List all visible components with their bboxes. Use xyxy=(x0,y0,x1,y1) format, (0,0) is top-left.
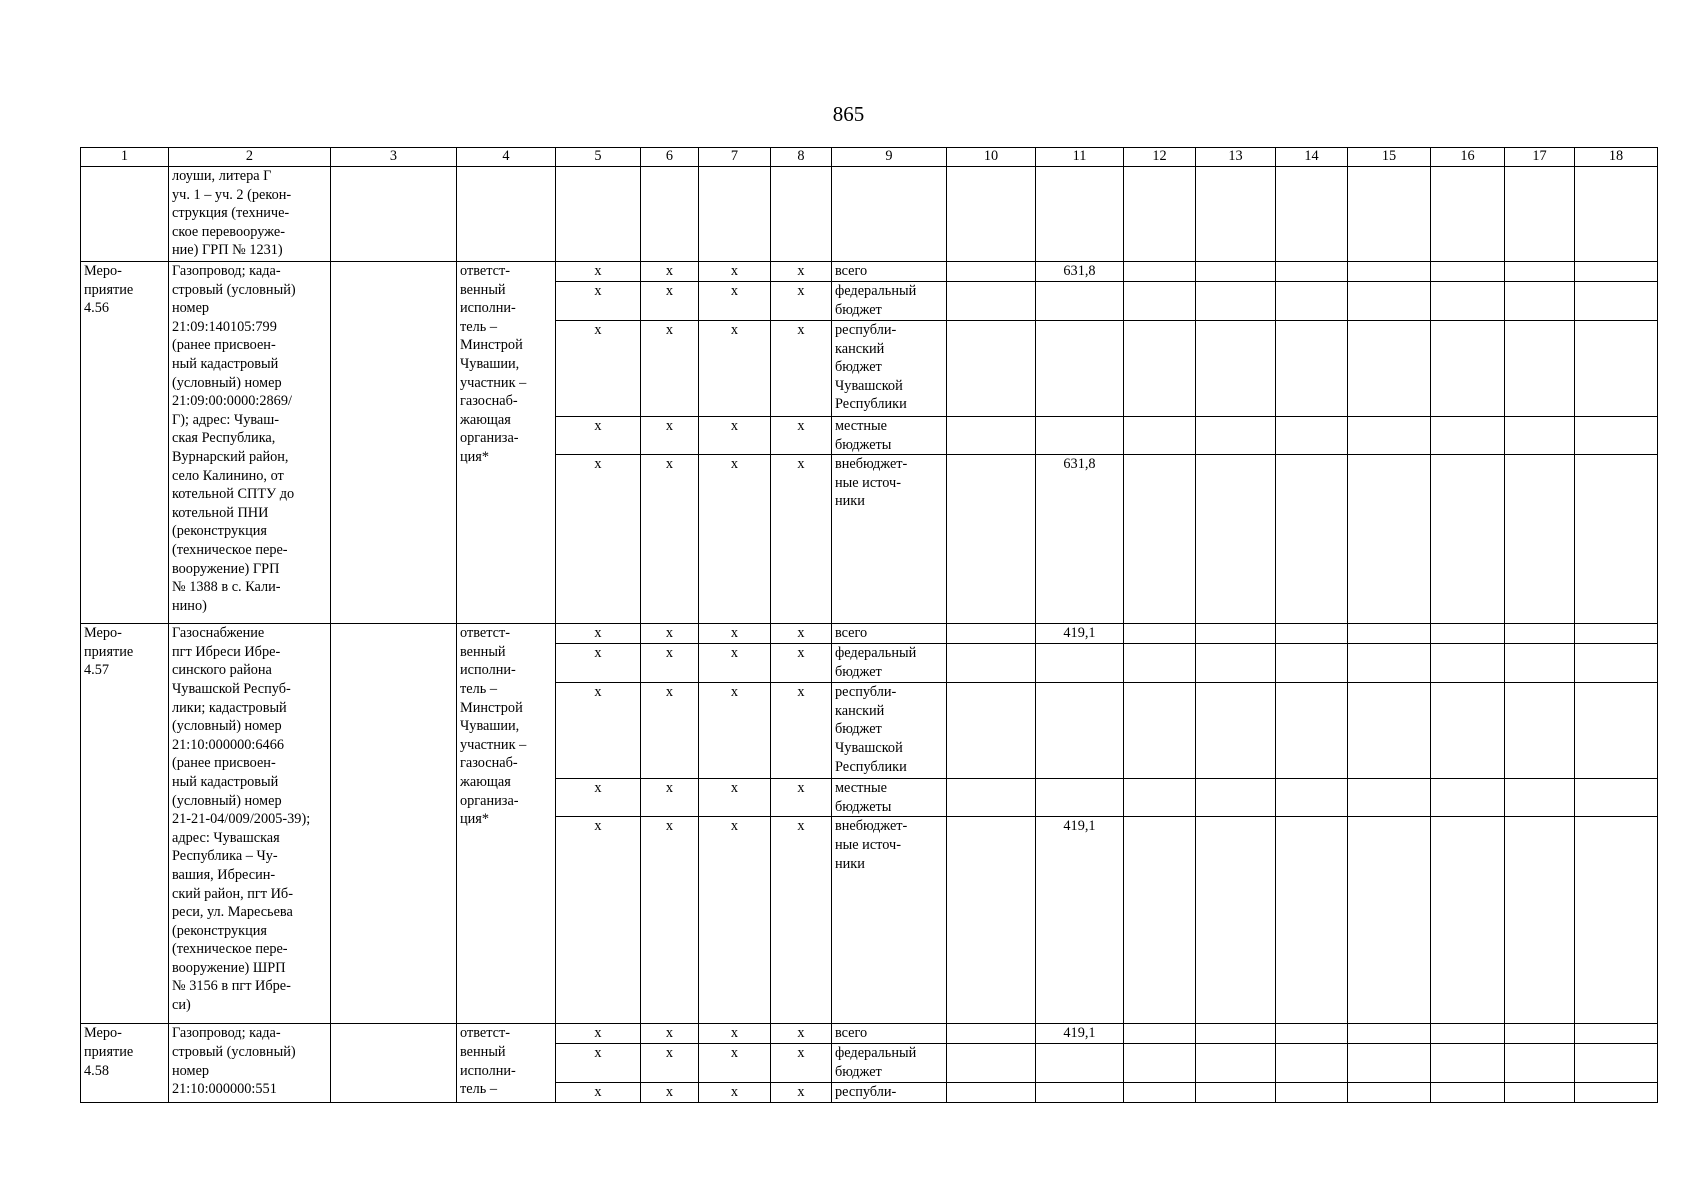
empty-cell xyxy=(1575,644,1658,683)
marker-cell: х xyxy=(699,779,771,817)
empty-cell xyxy=(1505,1024,1575,1044)
empty-cell xyxy=(1575,624,1658,644)
amount-cell: 631,8 xyxy=(1036,455,1124,624)
marker-cell: х xyxy=(771,1083,832,1103)
column-header-11: 11 xyxy=(1036,148,1124,167)
funding-source: республи- канский бюджет Чувашской Республики xyxy=(832,683,947,779)
empty-cell xyxy=(1575,1024,1658,1044)
marker-cell: х xyxy=(771,624,832,644)
empty-cell xyxy=(1505,262,1575,282)
marker-cell: х xyxy=(699,417,771,455)
empty-cell xyxy=(1196,321,1276,417)
empty-cell xyxy=(947,167,1036,262)
marker-cell: х xyxy=(641,624,699,644)
marker-cell: х xyxy=(556,417,641,455)
empty-cell xyxy=(1575,1083,1658,1103)
empty-cell xyxy=(1431,683,1505,779)
marker-cell: х xyxy=(699,817,771,1024)
empty-cell xyxy=(1196,1024,1276,1044)
amount-cell xyxy=(1036,282,1124,321)
empty-cell xyxy=(947,1083,1036,1103)
empty-cell xyxy=(1348,417,1431,455)
marker-cell: х xyxy=(699,624,771,644)
empty-cell xyxy=(1575,455,1658,624)
empty-cell xyxy=(1276,817,1348,1024)
empty-cell xyxy=(1276,779,1348,817)
empty-cell xyxy=(1036,167,1124,262)
empty-cell xyxy=(1276,1083,1348,1103)
marker-cell: х xyxy=(699,262,771,282)
marker-cell: х xyxy=(556,683,641,779)
funding-source: внебюджет- ные источ- ники xyxy=(832,455,947,624)
header-row xyxy=(81,148,1658,167)
empty-cell xyxy=(947,262,1036,282)
empty-cell xyxy=(1196,817,1276,1024)
event-col3-empty xyxy=(331,262,457,624)
empty-cell xyxy=(1505,321,1575,417)
marker-cell: х xyxy=(699,683,771,779)
marker-cell: х xyxy=(699,455,771,624)
empty-cell xyxy=(1276,321,1348,417)
empty-cell xyxy=(1276,1024,1348,1044)
event-col3-empty xyxy=(331,624,457,1024)
empty-cell xyxy=(1575,779,1658,817)
column-header-7: 7 xyxy=(699,148,771,167)
event-description: Газопровод; када- стровый (условный) номер 21:09:140105:799 (ранее присвоен- ный кадастровый (условный) номер 21:09:00:0000:2869/ Г); адрес: Чуваш- ская Республика, Вурнарский район, село Калинино, от котельной СПТУ до котельной ПНИ (реконструкция (техническое пере- вооружение) ГРП № 1388 в с. Кали- нино) xyxy=(169,262,331,624)
amount-cell: 419,1 xyxy=(1036,817,1124,1024)
empty-cell xyxy=(1505,644,1575,683)
column-header-3: 3 xyxy=(331,148,457,167)
empty-cell xyxy=(1124,644,1196,683)
marker-cell: х xyxy=(699,1024,771,1044)
column-header-14: 14 xyxy=(1276,148,1348,167)
marker-cell: х xyxy=(641,455,699,624)
empty-cell xyxy=(947,683,1036,779)
empty-cell xyxy=(641,167,699,262)
empty-cell xyxy=(1431,455,1505,624)
marker-cell: х xyxy=(771,683,832,779)
empty-cell xyxy=(1505,1083,1575,1103)
amount-cell xyxy=(1036,417,1124,455)
empty-cell xyxy=(1196,282,1276,321)
marker-cell: х xyxy=(556,1083,641,1103)
marker-cell: х xyxy=(556,817,641,1024)
funding-source: федеральный бюджет xyxy=(832,644,947,683)
empty-cell xyxy=(1196,644,1276,683)
column-header-16: 16 xyxy=(1431,148,1505,167)
empty-cell xyxy=(1505,1044,1575,1083)
empty-cell xyxy=(1431,779,1505,817)
empty-cell xyxy=(1276,455,1348,624)
empty-cell xyxy=(1575,321,1658,417)
empty-cell xyxy=(1196,455,1276,624)
empty-cell xyxy=(1124,1044,1196,1083)
empty-cell xyxy=(1348,321,1431,417)
empty-cell xyxy=(1124,1083,1196,1103)
empty-cell xyxy=(1431,817,1505,1024)
event-id-cell xyxy=(81,167,169,262)
description-cell: лоуши, литера Г уч. 1 – уч. 2 (рекон- струкция (техниче- ское перевооруже- ние) ГРП № 1231) xyxy=(169,167,331,262)
event-description: Газоснабжение пгт Ибреси Ибре- синского района Чувашской Респуб- лики; кадастровый (условный) номер 21:10:000000:6466 (ранее присвоен- ный кадастровый (условный) номер 21-21-04/009/2005-39); адрес: Чувашская Республика – Чу- вашия, Ибресин- ский район, пгт Иб- реси, ул. Маресьева (реконструкция (техническое пере- вооружение) ШРП № 3156 в пгт Ибре- си) xyxy=(169,624,331,1024)
marker-cell: х xyxy=(641,282,699,321)
marker-cell: х xyxy=(771,455,832,624)
empty-cell xyxy=(1124,282,1196,321)
funding-source: всего xyxy=(832,624,947,644)
empty-cell xyxy=(1505,282,1575,321)
empty-cell xyxy=(1276,417,1348,455)
empty-cell xyxy=(1276,282,1348,321)
empty-cell xyxy=(1431,624,1505,644)
empty-cell xyxy=(1276,644,1348,683)
empty-cell xyxy=(1575,167,1658,262)
empty-cell xyxy=(1505,167,1575,262)
empty-cell xyxy=(1124,1024,1196,1044)
empty-cell xyxy=(947,779,1036,817)
empty-cell xyxy=(1575,262,1658,282)
empty-cell xyxy=(1196,167,1276,262)
empty-cell xyxy=(331,167,457,262)
empty-cell xyxy=(1431,1024,1505,1044)
column-header-9: 9 xyxy=(832,148,947,167)
column-header-1: 1 xyxy=(81,148,169,167)
marker-cell: х xyxy=(641,262,699,282)
empty-cell xyxy=(1348,1024,1431,1044)
empty-cell xyxy=(1431,167,1505,262)
marker-cell: х xyxy=(641,1083,699,1103)
funding-source: всего xyxy=(832,1024,947,1044)
amount-cell xyxy=(1036,1044,1124,1083)
empty-cell xyxy=(1276,167,1348,262)
empty-cell xyxy=(1431,321,1505,417)
page-number: 865 xyxy=(832,102,865,126)
empty-cell xyxy=(1196,1044,1276,1083)
empty-cell xyxy=(1431,262,1505,282)
marker-cell: х xyxy=(641,321,699,417)
continuation-row xyxy=(81,167,1658,262)
column-header-4: 4 xyxy=(457,148,556,167)
empty-cell xyxy=(947,455,1036,624)
event-executor: ответст- венный исполни- тель – xyxy=(457,1024,556,1103)
marker-cell: х xyxy=(771,282,832,321)
marker-cell: х xyxy=(641,417,699,455)
empty-cell xyxy=(1276,1044,1348,1083)
empty-cell xyxy=(1348,262,1431,282)
marker-cell: х xyxy=(556,624,641,644)
program-table xyxy=(80,147,1658,1103)
marker-cell: х xyxy=(641,779,699,817)
empty-cell xyxy=(1276,262,1348,282)
empty-cell xyxy=(699,167,771,262)
empty-cell xyxy=(771,167,832,262)
amount-cell: 419,1 xyxy=(1036,1024,1124,1044)
empty-cell xyxy=(1505,683,1575,779)
event-id: Меро- приятие 4.56 xyxy=(81,262,169,624)
empty-cell xyxy=(1575,817,1658,1024)
empty-cell xyxy=(947,321,1036,417)
column-header-17: 17 xyxy=(1505,148,1575,167)
column-header-2: 2 xyxy=(169,148,331,167)
funding-source: федеральный бюджет xyxy=(832,1044,947,1083)
marker-cell: х xyxy=(771,1024,832,1044)
amount-cell xyxy=(1036,779,1124,817)
event-row xyxy=(81,624,1658,644)
empty-cell xyxy=(947,1044,1036,1083)
marker-cell: х xyxy=(771,262,832,282)
empty-cell xyxy=(1575,1044,1658,1083)
empty-cell xyxy=(1431,282,1505,321)
empty-cell xyxy=(1196,683,1276,779)
column-header-12: 12 xyxy=(1124,148,1196,167)
empty-cell xyxy=(1276,624,1348,644)
event-row xyxy=(81,1024,1658,1044)
event-description: Газопровод; када- стровый (условный) номер 21:10:000000:551 xyxy=(169,1024,331,1103)
empty-cell xyxy=(947,624,1036,644)
marker-cell: х xyxy=(556,455,641,624)
column-header-8: 8 xyxy=(771,148,832,167)
empty-cell xyxy=(1575,282,1658,321)
marker-cell: х xyxy=(771,817,832,1024)
marker-cell: х xyxy=(699,644,771,683)
empty-cell xyxy=(457,167,556,262)
marker-cell: х xyxy=(699,1083,771,1103)
empty-cell xyxy=(1196,1083,1276,1103)
marker-cell: х xyxy=(641,683,699,779)
empty-cell xyxy=(1575,683,1658,779)
marker-cell: х xyxy=(641,817,699,1024)
empty-cell xyxy=(947,282,1036,321)
empty-cell xyxy=(1196,779,1276,817)
empty-cell xyxy=(1124,624,1196,644)
marker-cell: х xyxy=(556,779,641,817)
empty-cell xyxy=(947,644,1036,683)
amount-cell xyxy=(1036,644,1124,683)
empty-cell xyxy=(1348,817,1431,1024)
empty-cell xyxy=(1276,683,1348,779)
marker-cell: х xyxy=(641,644,699,683)
empty-cell xyxy=(1348,167,1431,262)
funding-source: республи- канский бюджет Чувашской Республики xyxy=(832,321,947,417)
funding-source: внебюджет- ные источ- ники xyxy=(832,817,947,1024)
marker-cell: х xyxy=(556,282,641,321)
empty-cell xyxy=(1124,321,1196,417)
event-col3-empty xyxy=(331,1024,457,1103)
empty-cell xyxy=(1348,1044,1431,1083)
empty-cell xyxy=(1575,417,1658,455)
marker-cell: х xyxy=(771,417,832,455)
amount-cell: 419,1 xyxy=(1036,624,1124,644)
empty-cell xyxy=(1348,683,1431,779)
empty-cell xyxy=(1348,644,1431,683)
event-executor: ответст- венный исполни- тель – Минстрой Чувашии, участник – газоснаб- жающая организа- ция* xyxy=(457,624,556,1024)
empty-cell xyxy=(832,167,947,262)
column-header-13: 13 xyxy=(1196,148,1276,167)
amount-cell xyxy=(1036,1083,1124,1103)
column-header-5: 5 xyxy=(556,148,641,167)
funding-source: местные бюджеты xyxy=(832,417,947,455)
funding-source: местные бюджеты xyxy=(832,779,947,817)
empty-cell xyxy=(1505,455,1575,624)
marker-cell: х xyxy=(556,262,641,282)
funding-source: республи- xyxy=(832,1083,947,1103)
event-id: Меро- приятие 4.57 xyxy=(81,624,169,1024)
empty-cell xyxy=(1124,455,1196,624)
empty-cell xyxy=(1431,644,1505,683)
empty-cell xyxy=(947,417,1036,455)
column-header-6: 6 xyxy=(641,148,699,167)
empty-cell xyxy=(1124,779,1196,817)
empty-cell xyxy=(1348,282,1431,321)
marker-cell: х xyxy=(556,1024,641,1044)
event-id: Меро- приятие 4.58 xyxy=(81,1024,169,1103)
funding-source: всего xyxy=(832,262,947,282)
empty-cell xyxy=(1124,817,1196,1024)
marker-cell: х xyxy=(556,1044,641,1083)
empty-cell xyxy=(1431,1083,1505,1103)
empty-cell xyxy=(947,817,1036,1024)
funding-source: федеральный бюджет xyxy=(832,282,947,321)
empty-cell xyxy=(1348,624,1431,644)
empty-cell xyxy=(1348,1083,1431,1103)
event-row xyxy=(81,262,1658,282)
empty-cell xyxy=(1431,1044,1505,1083)
marker-cell: х xyxy=(699,1044,771,1083)
empty-cell xyxy=(1505,624,1575,644)
marker-cell: х xyxy=(699,282,771,321)
empty-cell xyxy=(1431,417,1505,455)
empty-cell xyxy=(1348,779,1431,817)
marker-cell: х xyxy=(699,321,771,417)
empty-cell xyxy=(947,1024,1036,1044)
marker-cell: х xyxy=(641,1024,699,1044)
amount-cell xyxy=(1036,321,1124,417)
marker-cell: х xyxy=(771,779,832,817)
amount-cell: 631,8 xyxy=(1036,262,1124,282)
marker-cell: х xyxy=(556,644,641,683)
amount-cell xyxy=(1036,683,1124,779)
marker-cell: х xyxy=(771,1044,832,1083)
empty-cell xyxy=(1196,624,1276,644)
empty-cell xyxy=(1505,817,1575,1024)
empty-cell xyxy=(1196,417,1276,455)
empty-cell xyxy=(1124,417,1196,455)
empty-cell xyxy=(556,167,641,262)
empty-cell xyxy=(1196,262,1276,282)
empty-cell xyxy=(1124,167,1196,262)
marker-cell: х xyxy=(556,321,641,417)
empty-cell xyxy=(1348,455,1431,624)
marker-cell: х xyxy=(771,321,832,417)
marker-cell: х xyxy=(641,1044,699,1083)
marker-cell: х xyxy=(771,644,832,683)
column-header-18: 18 xyxy=(1575,148,1658,167)
empty-cell xyxy=(1124,262,1196,282)
empty-cell xyxy=(1505,779,1575,817)
column-header-10: 10 xyxy=(947,148,1036,167)
empty-cell xyxy=(1505,417,1575,455)
empty-cell xyxy=(1124,683,1196,779)
column-header-15: 15 xyxy=(1348,148,1431,167)
event-executor: ответст- венный исполни- тель – Минстрой Чувашии, участник – газоснаб- жающая организа- ция* xyxy=(457,262,556,624)
